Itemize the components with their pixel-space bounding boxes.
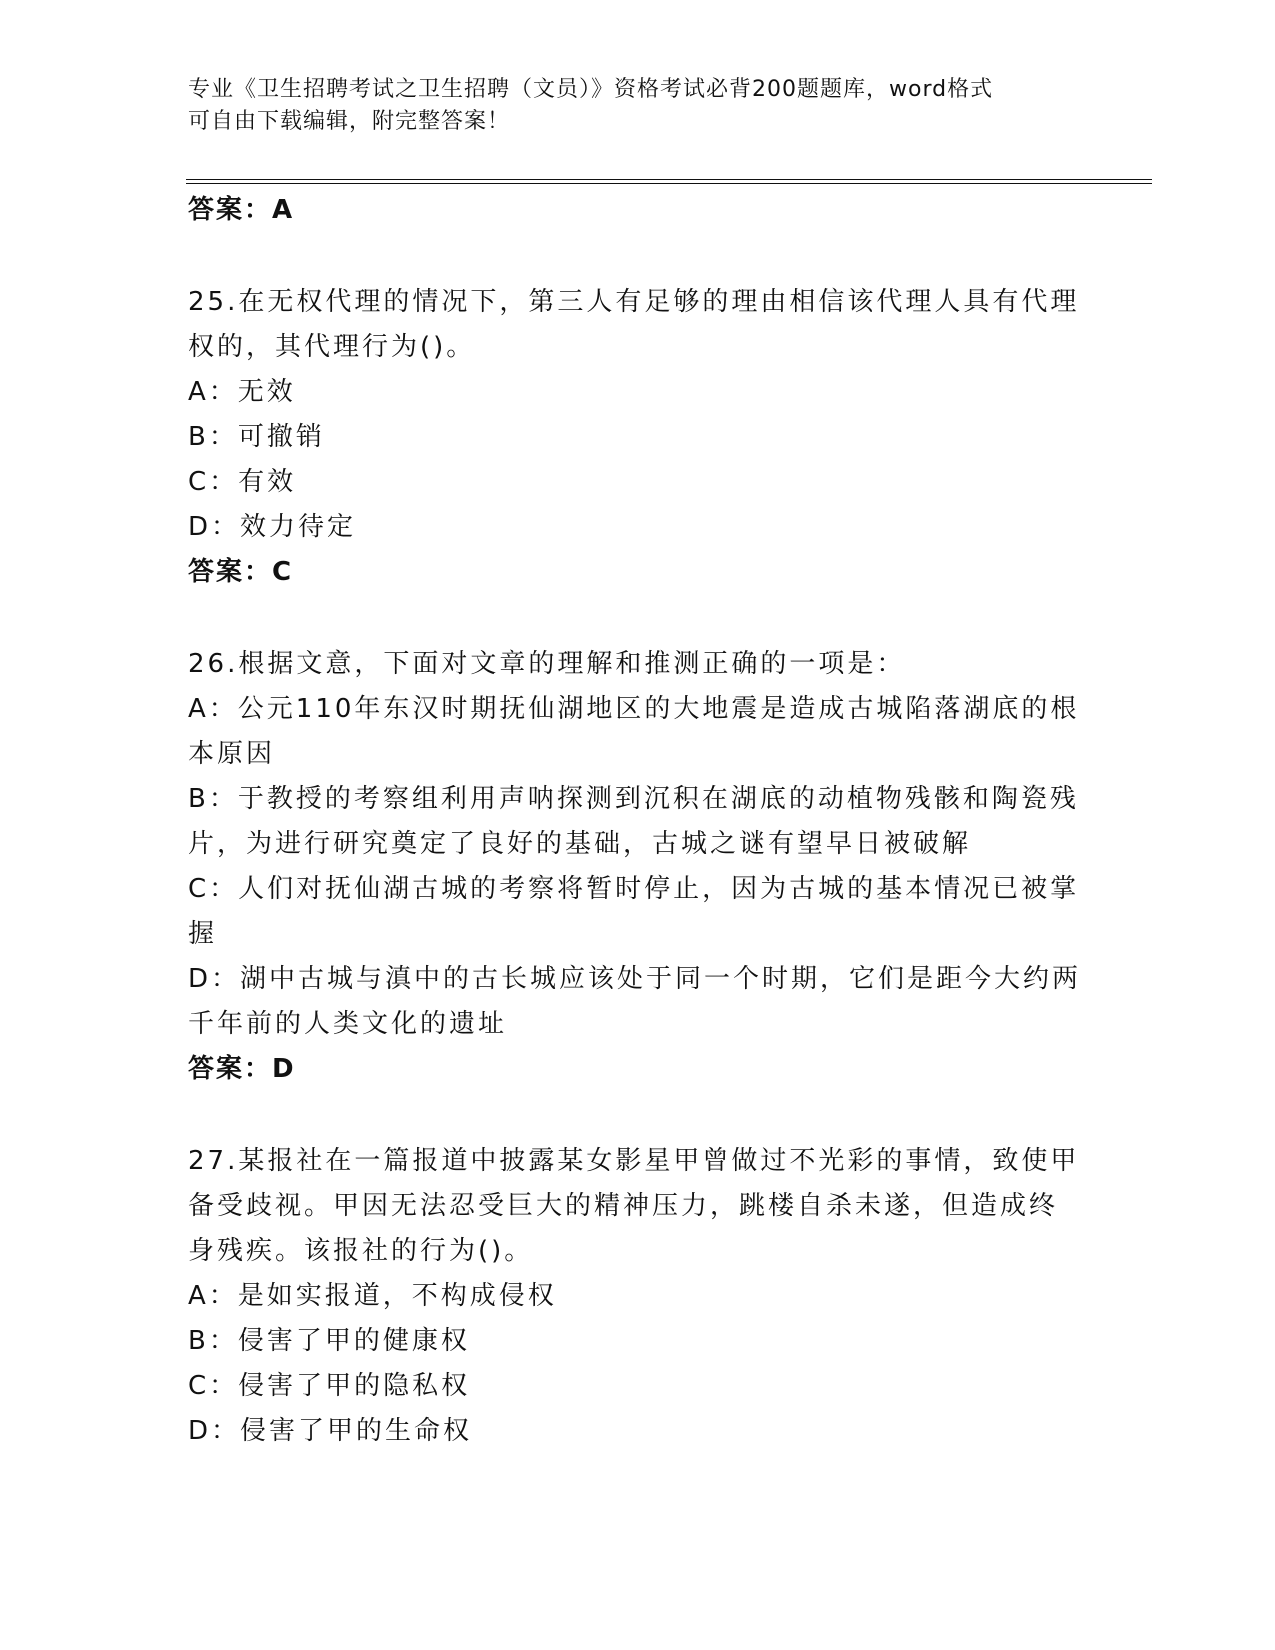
document-header [188, 74, 1068, 138]
answer-line: 答案：C [188, 557, 294, 587]
question-text: 权的，其代理行为()。 [188, 332, 476, 362]
question-text: 26.根据文意，下面对文章的理解和推测正确的一项是： [188, 649, 906, 679]
document-body [188, 188, 1088, 1454]
option-d-continued: 千年前的人类文化的遗址 [188, 1009, 508, 1039]
header-line: 可自由下载编辑，附完整答案！ [188, 109, 511, 134]
option-b-continued: 片，为进行研究奠定了良好的基础，古城之谜有望早日被破解 [188, 829, 972, 859]
header-divider [186, 183, 1152, 184]
spacer [188, 595, 1088, 642]
question-text: 备受歧视。甲因无法忍受巨大的精神压力，跳楼自杀未遂，但造成终 [188, 1191, 1059, 1221]
option-c: C：人们对抚仙湖古城的考察将暂时停止，因为古城的基本情况已被掌 [188, 874, 1080, 904]
question-block [188, 642, 1088, 1092]
question-block [188, 280, 1088, 595]
option-c: C：侵害了甲的隐私权 [188, 1371, 471, 1401]
option-a: A：公元110年东汉时期抚仙湖地区的大地震是造成古城陷落湖底的根 [188, 694, 1080, 724]
header-divider [186, 179, 1152, 180]
option-c-continued: 握 [188, 919, 218, 949]
option-d: D：效力待定 [188, 512, 357, 542]
option-b: B：于教授的考察组利用声呐探测到沉积在湖底的动植物残骸和陶瓷残 [188, 784, 1079, 814]
option-a: A：是如实报道，不构成侵权 [188, 1281, 557, 1311]
option-c: C：有效 [188, 467, 297, 497]
option-d: D：湖中古城与滇中的古长城应该处于同一个时期，它们是距今大约两 [188, 964, 1082, 994]
answer-line: 答案：A [188, 195, 295, 225]
spacer [188, 1092, 1088, 1139]
answer-line: 答案：D [188, 1054, 296, 1084]
spacer [188, 233, 1088, 280]
question-text: 27.某报社在一篇报道中披露某女影星甲曾做过不光彩的事情，致使甲 [188, 1146, 1080, 1176]
option-a: A：无效 [188, 377, 296, 407]
option-b: B：侵害了甲的健康权 [188, 1326, 470, 1356]
option-a-continued: 本原因 [188, 739, 276, 769]
option-d: D：侵害了甲的生命权 [188, 1416, 473, 1446]
option-b: B：可撤销 [188, 422, 325, 452]
header-line: 专业《卫生招聘考试之卫生招聘（文员）》资格考试必背200题题库，word格式 [188, 77, 994, 102]
question-block [188, 1139, 1088, 1454]
question-text: 25.在无权代理的情况下，第三人有足够的理由相信该代理人具有代理 [188, 287, 1080, 317]
question-text: 身残疾。该报社的行为()。 [188, 1236, 534, 1266]
